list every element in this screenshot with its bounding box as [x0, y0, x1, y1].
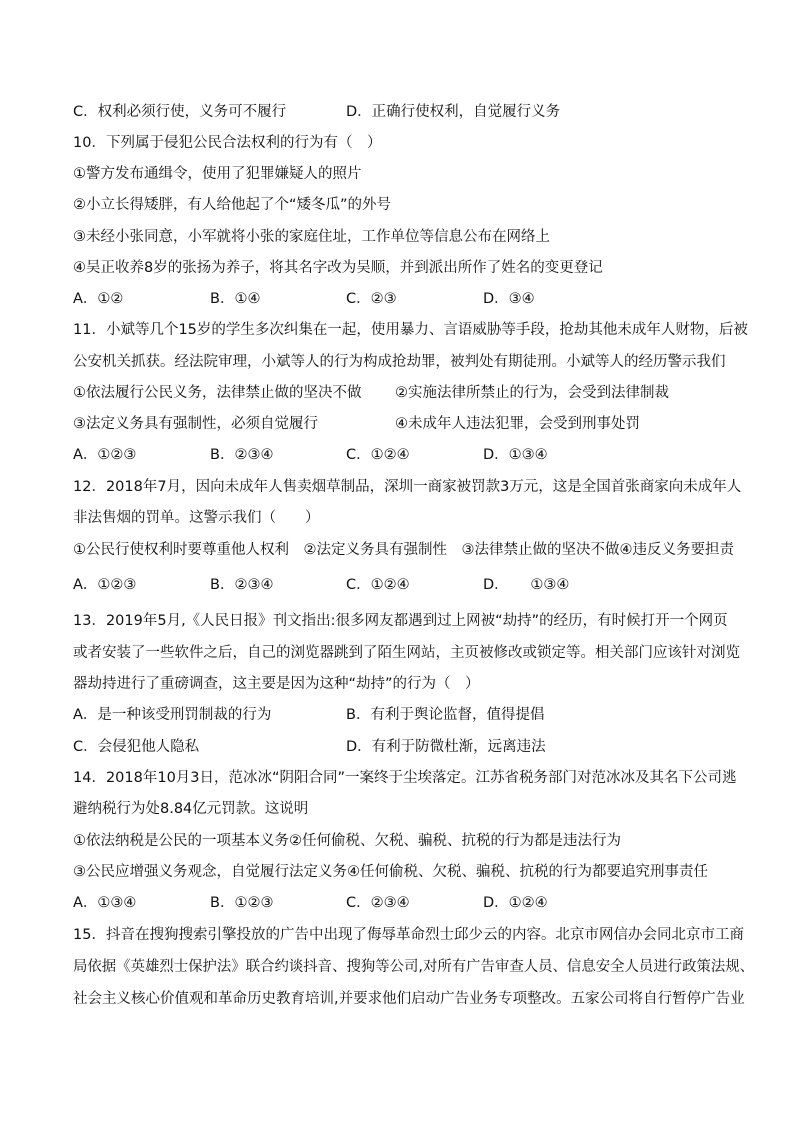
- q15-stem-line-3: 社会主义核心价值观和革命历史教育培训,并要求他们启动广告业务专项整改。五家公司将自行暂停广告业: [73, 991, 745, 1007]
- q13-option-a: A．是一种该受刑罚制裁的行为: [73, 707, 272, 723]
- q12-items: ①公民行使权利时要尊重他人权利 ②法定义务具有强制性 ③法律禁止做的坚决不做④违反义务要担责: [73, 542, 734, 558]
- q15-stem-line-1: 15．抖音在搜狗搜索引擎投放的广告中出现了侮辱革命烈士邱少云的内容。北京市网信办会同北京市工商: [73, 927, 744, 943]
- q11-item-3: ③法定义务具有强制性，必须自觉履行: [73, 416, 318, 432]
- q13-option-b: B．有利于舆论监督，值得提倡: [346, 707, 545, 723]
- q11-option-c: C．①②④: [346, 447, 410, 463]
- q12-option-a: A．①②③: [73, 577, 137, 593]
- q10-stem: 10．下列属于侵犯公民合法权利的行为有（ ）: [73, 135, 382, 151]
- q11-option-a: A．①②③: [73, 447, 137, 463]
- q14-stem-line-2: 避纳税行为处8.84亿元罚款。这说明: [73, 801, 309, 817]
- q9-option-d: D．正确行使权利，自觉履行义务: [346, 104, 561, 120]
- q11-option-d: D．①③④: [483, 447, 548, 463]
- q11-stem-line-2: 公安机关抓获。经法院审理，小斌等人的行为构成抢劫罪，被判处有期徒刑。小斌等人的经历警示我们: [73, 354, 726, 370]
- q10-option-c: C．②③: [346, 291, 397, 307]
- q13-stem-line-2: 或者安装了一些软件之后，自己的浏览器跳到了陌生网站，主页被修改或锁定等。相关部门应该针对浏览: [73, 645, 740, 661]
- q14-items-line-2: ③公民应增强义务观念，自觉履行法定义务④任何偷税、欠税、骗税、抗税的行为都要追究刑事责任: [73, 864, 708, 880]
- q11-stem-line-1: 11．小斌等几个15岁的学生多次纠集在一起，使用暴力、言语威胁等手段，抢劫其他未成年人财物，后被: [73, 322, 748, 338]
- q14-option-a: A．①③④: [73, 895, 137, 911]
- q15-stem-line-2: 局依据《英雄烈士保护法》联合约谈抖音、搜狗等公司,对所有广告审查人员、信息安全人员进行政策法规、: [73, 959, 755, 975]
- q12-stem-line-1: 12．2018年7月，因向未成年人售卖烟草制品，深圳一商家被罚款3万元，这是全国首张商家向未成年人: [73, 479, 742, 495]
- q10-item-2: ②小立长得矮胖，有人给他起了个“矮冬瓜”的外号: [73, 197, 392, 213]
- q11-option-b: B．②③④: [210, 447, 274, 463]
- q12-stem-line-2: 非法售烟的罚单。这警示我们（ ）: [73, 510, 320, 526]
- q14-option-c: C．②③④: [346, 895, 410, 911]
- q12-option-b: B．②③④: [210, 577, 274, 593]
- q14-items-line-1: ①依法纳税是公民的一项基本义务②任何偷税、欠税、骗税、抗税的行为都是违法行为: [73, 833, 621, 849]
- q14-stem-line-1: 14．2018年10月3日，范冰冰“阴阳合同”一案终于尘埃落定。江苏省税务部门对范冰冰及其名下公司逃: [73, 770, 737, 786]
- q10-option-a: A．①②: [73, 291, 124, 307]
- q10-option-b: B．①④: [210, 291, 261, 307]
- q13-stem-line-1: 13．2019年5月,《人民日报》刊文指出:很多网友都遇到过上网被“劫持”的经历，有时候打开一个网页: [73, 613, 728, 629]
- q12-option-d: D． ①③④: [483, 577, 570, 593]
- q14-option-b: B．①②③: [210, 895, 274, 911]
- q11-item-1: ①依法履行公民义务，法律禁止做的坚决不做: [73, 385, 362, 401]
- q11-item-2: ②实施法律所禁止的行为，会受到法律制裁: [395, 385, 669, 401]
- q13-option-d: D．有利于防微杜渐，远离违法: [346, 739, 546, 755]
- q12-option-c: C．①②④: [346, 577, 410, 593]
- q10-item-1: ①警方发布通缉令，使用了犯罪嫌疑人的照片: [73, 166, 362, 182]
- q13-stem-line-3: 器劫持进行了重磅调查，这主要是因为这种“劫持”的行为（ ）: [73, 676, 480, 692]
- q13-option-c: C．会侵犯他人隐私: [73, 739, 200, 755]
- q10-item-4: ④吴正收养8岁的张扬为养子，将其名字改为吴顺，并到派出所作了姓名的变更登记: [73, 260, 603, 276]
- q9-option-c: C．权利必须行使，义务可不履行: [73, 104, 287, 120]
- q10-option-d: D．③④: [483, 291, 535, 307]
- q11-item-4: ④未成年人违法犯罪，会受到刑事处罚: [395, 416, 640, 432]
- q14-option-d: D．①②④: [483, 895, 548, 911]
- q10-item-3: ③未经小张同意，小军就将小张的家庭住址，工作单位等信息公布在网络上: [73, 229, 550, 245]
